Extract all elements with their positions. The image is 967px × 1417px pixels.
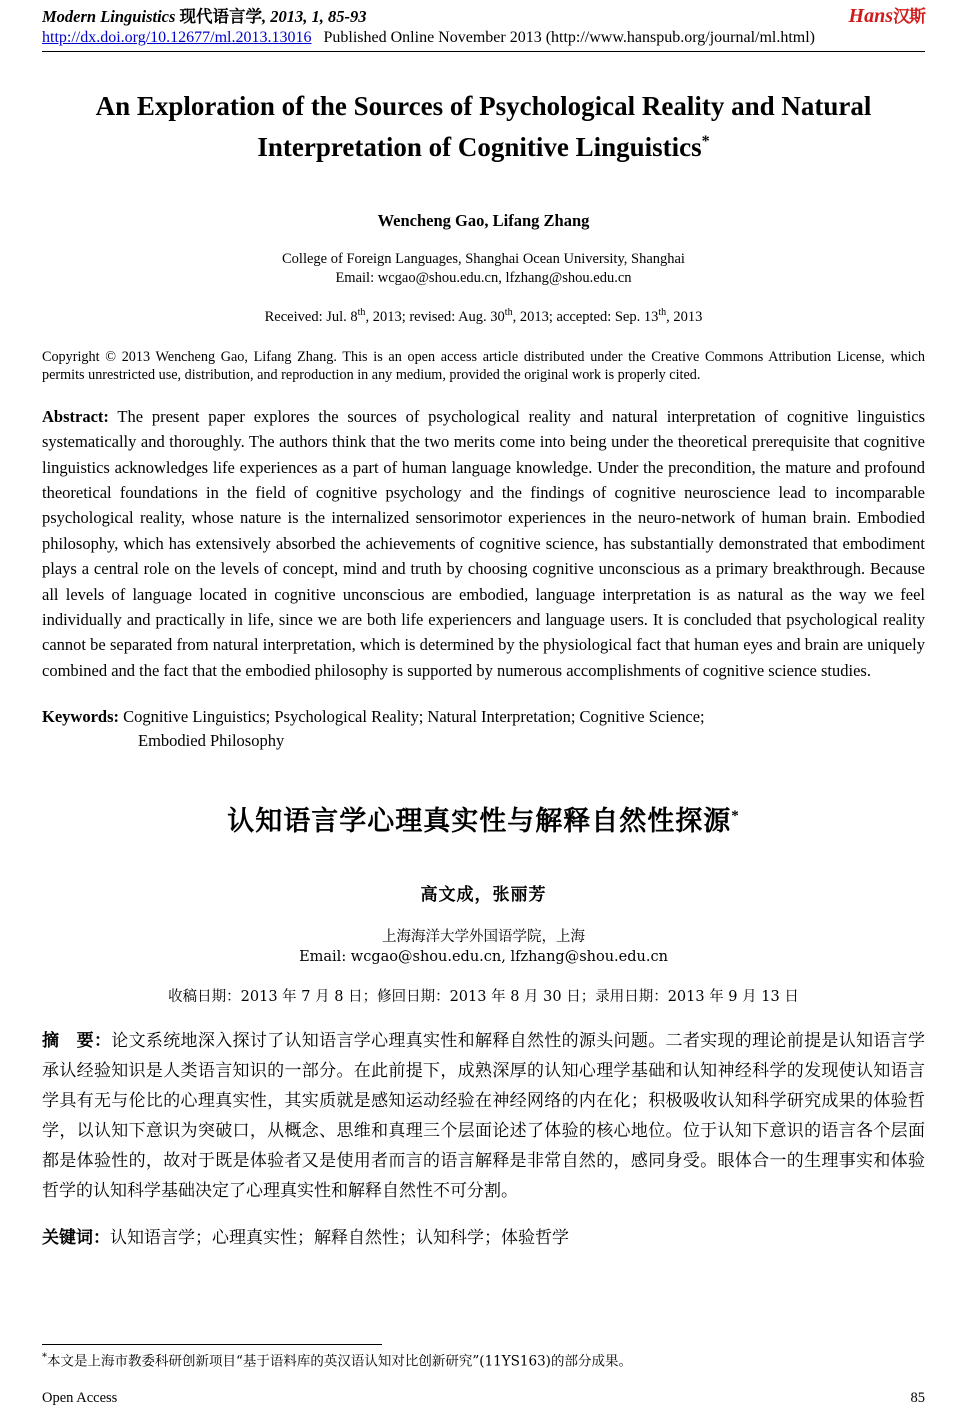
chinese-title-text: 认知语言学心理真实性与解释自然性探源	[227, 806, 732, 838]
publisher-name-cn: 汉斯	[893, 7, 925, 26]
affiliation-block	[42, 250, 925, 288]
footnote-text: 本文是上海市教委科研创新项目“基于语料库的英汉语认知对比创新研究”(11YS163)的部分成果。	[47, 1353, 632, 1369]
revised-sup: th	[504, 307, 513, 318]
published-online: Published Online November 2013 (http://www.hanspub.org/journal/ml.html)	[323, 29, 816, 46]
title-text: An Exploration of the Sources of Psychological Reality and Natural Interpretation of Cognitive Linguistics	[95, 91, 872, 162]
accepted-date: , 2013; accepted: Sep. 13	[512, 308, 659, 325]
footnote	[42, 1348, 925, 1372]
chinese-title-footnote-marker: *	[731, 808, 740, 825]
abstract-body: The present paper explores the sources of psychological reality and natural interpretation of cognitive linguistics systematically and thoroughly. The authors think that the two merits come into being under the theoretical prerequisite that cognitive linguistics acknowledges life experiences as a part of human language knowledge. Under the precondition, the mature and profound theoretical foundations in the field of cognitive psychology and the findings of cognitive neuroscience lead to incomparable psychological reality, whose nature is the internalized sensorimotor experiences in the neuro-network of human brain. Embodied philosophy, which has extensively absorbed the achievements of cognitive science, has substantially demonstrated that embodiment plays a central role on the levels of concept, mind and truth by choosing cognitive unconscious as a primary breakthrough. Because all levels of language located in cognitive unconscious are embodied, language interpretation is as natural as the way we feel individually and practically in life, since we are both life experiencers and language users. It is concluded that psychological reality cannot be separated from natural interpretation, which is determined by the physiological fact that human eyes and brain are uniquely combined and the fact that the embodied philosophy is supported by numerous accomplishments of cognitive science studies.	[42, 406, 925, 680]
chinese-author-email: Email: wcgao@shou.edu.cn, lfzhang@shou.edu.cn	[299, 949, 668, 966]
doi-line	[42, 28, 925, 48]
journal-line	[42, 7, 925, 27]
revised-date: , 2013; revised: Aug. 30	[365, 308, 505, 325]
accepted-sup: th	[658, 307, 667, 318]
footnote-divider	[42, 1344, 382, 1345]
keywords-section	[42, 705, 925, 753]
journal-title-cn: 现代语言学	[179, 7, 263, 26]
footnote-area	[42, 1344, 925, 1372]
chinese-abstract-body: 论文系统地深入探讨了认知语言学心理真实性和解释自然性的源头问题。二者实现的理论前提是认知语言学承认经验知识是人类语言知识的一部分。在此前提下，成熟深厚的认知心理学基础和认知神经科学的发现使认知语言学具有无与伦比的心理真实性，其实质就是感知运动经验在神经网络的内在化；积极吸收认知科学研究成果的体验哲学，以认知下意识为突破口，从概念、思维和真理三个层面论述了体验的核心地位。位于认知下意识的语言各个层面都是体验性的，故对于既是体验者又是使用者而言的语言解释是非常自然的，感同身受。眼体合一的生理事实和体验哲学的认知科学基础决定了心理真实性和解释自然性不可分割。	[42, 1031, 925, 1202]
chinese-author-list: 高文成，张丽芳	[420, 885, 547, 906]
copyright-notice: Copyright © 2013 Wencheng Gao, Lifang Zhang. This is an open access article distributed under the Creative Commons Attribution License, which permits unrestricted use, distribution, and reproduction in any medium, provided the original work is properly cited.	[42, 348, 925, 383]
received-sup: th	[357, 307, 366, 318]
received-date: Received: Jul. 8	[264, 308, 358, 325]
doi-link[interactable]: http://dx.doi.org/10.12677/ml.2013.13016	[42, 29, 312, 46]
affiliation: College of Foreign Languages, Shanghai Ocean University, Shanghai	[282, 251, 685, 267]
publisher-name: Hans	[848, 5, 893, 27]
chinese-keywords-label: 关键词：	[42, 1228, 110, 1249]
page-footer	[42, 1390, 925, 1407]
journal-title: Modern Linguistics	[42, 7, 180, 26]
chinese-keywords-section	[42, 1224, 925, 1252]
open-access-label: Open Access	[42, 1390, 118, 1406]
abstract-section	[42, 404, 925, 683]
publisher-logo	[849, 2, 925, 28]
chinese-keywords-body: 认知语言学；心理真实性；解释自然性；认知科学；体验哲学	[110, 1228, 569, 1249]
keywords-line-2: Embodied Philosophy	[138, 731, 285, 751]
chinese-abstract-section	[42, 1026, 925, 1206]
chinese-affiliation-block	[42, 927, 925, 967]
chinese-abstract-label: 摘 要：	[42, 1031, 112, 1052]
author-list: Wencheng Gao, Lifang Zhang	[377, 211, 590, 230]
author-email: Email: wcgao@shou.edu.cn, lfzhang@shou.edu.cn	[335, 270, 632, 286]
page-number: 85	[910, 1390, 925, 1406]
article-dates	[42, 307, 925, 326]
chinese-title	[42, 799, 925, 838]
keywords-line-1: Cognitive Linguistics; Psychological Reality; Natural Interpretation; Cognitive Science;	[119, 707, 705, 727]
chinese-article-dates: 收稿日期：2013 年 7 月 8 日；修回日期：2013 年 8 月 30 日；录用日期：2013 年 9 月 13 日	[168, 989, 799, 1006]
page-title	[60, 88, 907, 165]
chinese-affiliation: 上海海洋大学外国语学院，上海	[382, 929, 585, 946]
title-footnote-marker: *	[701, 133, 710, 150]
dates-suffix: , 2013	[666, 308, 703, 325]
abstract-label: Abstract:	[42, 406, 109, 426]
keywords-label: Keywords:	[42, 707, 119, 727]
footnote-marker: *	[42, 1351, 47, 1363]
journal-issue: , 2013, 1, 85-93	[262, 7, 367, 26]
header-divider	[42, 51, 925, 52]
page-header	[42, 0, 925, 52]
